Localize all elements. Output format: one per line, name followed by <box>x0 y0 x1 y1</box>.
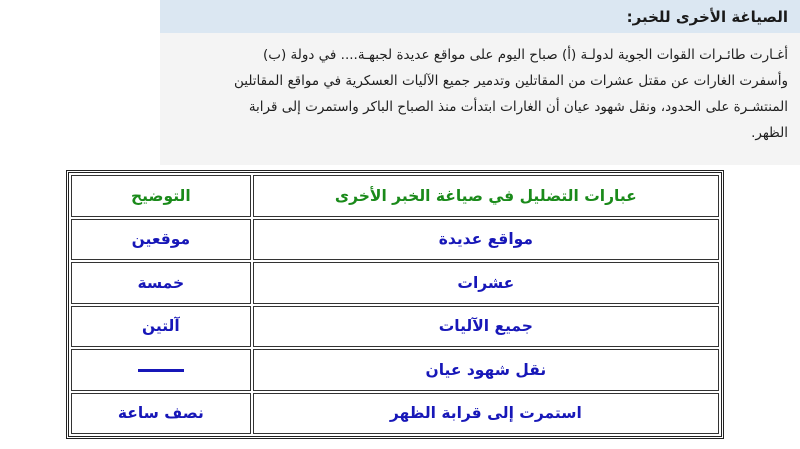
clarification-cell: خمسة <box>71 262 251 304</box>
table-row <box>71 219 719 261</box>
paragraph-line: وأسفرت الغارات عن مقتل عشرات من المقاتلين وتدمير جميع الآليات العسكرية في مواقع المقاتلين <box>233 73 788 89</box>
clarification-cell: آلتين <box>71 306 251 348</box>
comparison-table <box>69 173 721 436</box>
paragraph-line: أغـارت طائـرات القوات الجوية لدولـة (أ) صباح اليوم على مواقع عديدة لجبهـة.... في دولة (ب) <box>262 47 788 63</box>
phrase-cell: استمرت إلى قرابة الظهر <box>253 393 719 435</box>
paragraph-line: الظهر. <box>751 125 788 141</box>
paragraph-line: المنتشـرة على الحدود، ونقل شهود عيان أن الغارات ابتدأت منذ الصباح الباكر واستمرت إلى قرابة <box>248 99 788 115</box>
section-heading: الصياغة الأخرى للخبر: <box>626 7 788 26</box>
header-clarification: التوضيح <box>71 175 251 217</box>
clarification-cell: موقعين <box>71 219 251 261</box>
table-row <box>71 349 719 391</box>
phrase-cell: مواقع عديدة <box>253 219 719 261</box>
dash-line <box>138 369 184 372</box>
phrase-cell: نقل شهود عيان <box>253 349 719 391</box>
phrase-cell: جميع الآليات <box>253 306 719 348</box>
news-paragraph <box>160 33 800 165</box>
table-row <box>71 306 719 348</box>
clarification-cell: نصف ساعة <box>71 393 251 435</box>
heading-band <box>160 0 800 33</box>
clarification-cell-empty <box>71 349 251 391</box>
phrase-cell: عشرات <box>253 262 719 304</box>
table-header-row <box>71 175 719 217</box>
misleading-phrases-table <box>66 170 724 439</box>
table-row <box>71 262 719 304</box>
header-phrase: عبارات التضليل في صياغة الخبر الأخرى <box>253 175 719 217</box>
table-row <box>71 393 719 435</box>
